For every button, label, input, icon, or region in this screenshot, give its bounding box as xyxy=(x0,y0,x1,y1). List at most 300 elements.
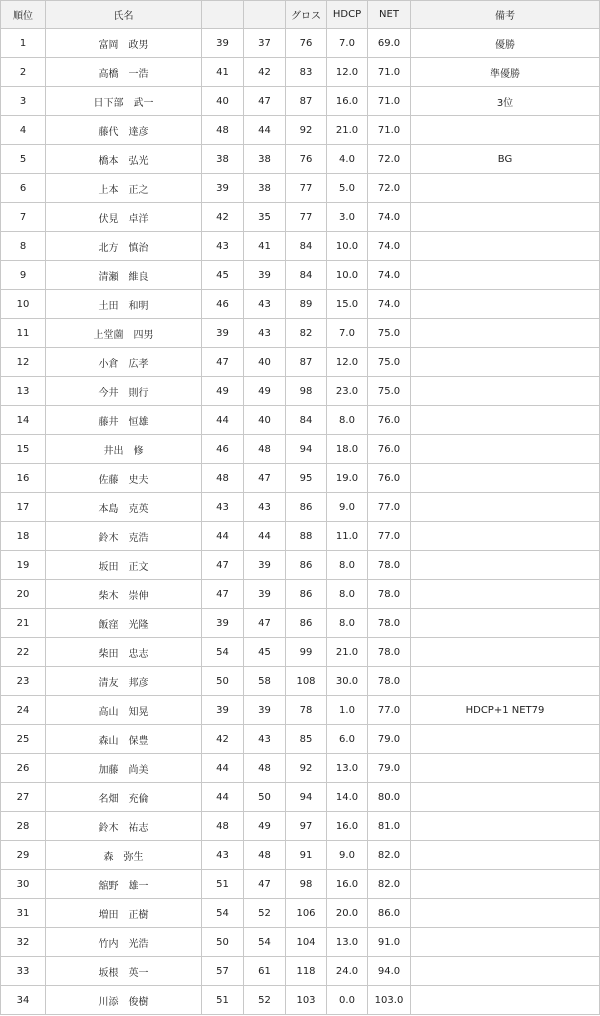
back-score-cell: 39 xyxy=(244,551,286,580)
remarks-cell xyxy=(411,377,600,406)
rank-cell: 6 xyxy=(1,174,46,203)
rank-cell: 2 xyxy=(1,58,46,87)
table-row xyxy=(1,232,600,261)
table-row xyxy=(1,580,600,609)
name-cell: 森 弥生 xyxy=(46,841,202,870)
name-cell: 今井 則行 xyxy=(46,377,202,406)
back-score-cell: 43 xyxy=(244,493,286,522)
rank-cell: 12 xyxy=(1,348,46,377)
front-score-cell: 50 xyxy=(202,667,244,696)
name-cell: 小倉 広孝 xyxy=(46,348,202,377)
rank-cell: 31 xyxy=(1,899,46,928)
gross-cell: 86 xyxy=(286,551,327,580)
rank-cell: 10 xyxy=(1,290,46,319)
remarks-cell xyxy=(411,957,600,986)
table-row xyxy=(1,493,600,522)
table-row xyxy=(1,754,600,783)
gross-cell: 92 xyxy=(286,754,327,783)
hdcp-cell: 13.0 xyxy=(327,928,368,957)
back-score-cell: 52 xyxy=(244,986,286,1015)
net-cell: 82.0 xyxy=(368,870,411,899)
gross-cell: 86 xyxy=(286,609,327,638)
hdcp-cell: 24.0 xyxy=(327,957,368,986)
remarks-cell xyxy=(411,812,600,841)
hdcp-cell: 8.0 xyxy=(327,580,368,609)
gross-cell: 84 xyxy=(286,232,327,261)
remarks-cell xyxy=(411,986,600,1015)
rank-cell: 16 xyxy=(1,464,46,493)
hdcp-cell: 6.0 xyxy=(327,725,368,754)
front-score-cell: 51 xyxy=(202,986,244,1015)
name-cell: 加藤 尚美 xyxy=(46,754,202,783)
hdcp-cell: 8.0 xyxy=(327,406,368,435)
name-cell: 藤井 恒雄 xyxy=(46,406,202,435)
net-cell: 71.0 xyxy=(368,87,411,116)
header-gross: グロス xyxy=(286,1,327,29)
name-cell: 坂田 正文 xyxy=(46,551,202,580)
rank-cell: 9 xyxy=(1,261,46,290)
front-score-cell: 48 xyxy=(202,464,244,493)
gross-cell: 88 xyxy=(286,522,327,551)
gross-cell: 97 xyxy=(286,812,327,841)
net-cell: 75.0 xyxy=(368,377,411,406)
net-cell: 79.0 xyxy=(368,754,411,783)
name-cell: 増田 正樹 xyxy=(46,899,202,928)
remarks-cell: 優勝 xyxy=(411,29,600,58)
rank-cell: 18 xyxy=(1,522,46,551)
name-cell: 清友 邦彦 xyxy=(46,667,202,696)
front-score-cell: 43 xyxy=(202,841,244,870)
hdcp-cell: 18.0 xyxy=(327,435,368,464)
net-cell: 91.0 xyxy=(368,928,411,957)
front-score-cell: 39 xyxy=(202,609,244,638)
header-hdcp: HDCP xyxy=(327,1,368,29)
rank-cell: 23 xyxy=(1,667,46,696)
back-score-cell: 41 xyxy=(244,232,286,261)
table-row xyxy=(1,58,600,87)
table-row xyxy=(1,899,600,928)
remarks-cell xyxy=(411,870,600,899)
back-score-cell: 44 xyxy=(244,522,286,551)
gross-cell: 118 xyxy=(286,957,327,986)
name-cell: 鈴木 克浩 xyxy=(46,522,202,551)
front-score-cell: 47 xyxy=(202,580,244,609)
name-cell: 高橋 一浩 xyxy=(46,58,202,87)
net-cell: 74.0 xyxy=(368,203,411,232)
table-row xyxy=(1,87,600,116)
front-score-cell: 39 xyxy=(202,319,244,348)
hdcp-cell: 12.0 xyxy=(327,58,368,87)
rank-cell: 25 xyxy=(1,725,46,754)
back-score-cell: 52 xyxy=(244,899,286,928)
gross-cell: 108 xyxy=(286,667,327,696)
table-row xyxy=(1,725,600,754)
rank-cell: 17 xyxy=(1,493,46,522)
rank-cell: 27 xyxy=(1,783,46,812)
table-row xyxy=(1,928,600,957)
header-net: NET xyxy=(368,1,411,29)
name-cell: 上堂薗 四男 xyxy=(46,319,202,348)
hdcp-cell: 16.0 xyxy=(327,812,368,841)
back-score-cell: 48 xyxy=(244,754,286,783)
name-cell: 名畑 充倫 xyxy=(46,783,202,812)
remarks-cell xyxy=(411,928,600,957)
remarks-cell: BG xyxy=(411,145,600,174)
net-cell: 72.0 xyxy=(368,174,411,203)
table-row xyxy=(1,870,600,899)
net-cell: 81.0 xyxy=(368,812,411,841)
gross-cell: 85 xyxy=(286,725,327,754)
rank-cell: 30 xyxy=(1,870,46,899)
remarks-cell xyxy=(411,493,600,522)
gross-cell: 89 xyxy=(286,290,327,319)
front-score-cell: 40 xyxy=(202,87,244,116)
rank-cell: 15 xyxy=(1,435,46,464)
rank-cell: 19 xyxy=(1,551,46,580)
net-cell: 75.0 xyxy=(368,348,411,377)
back-score-cell: 37 xyxy=(244,29,286,58)
name-cell: 橋本 弘光 xyxy=(46,145,202,174)
remarks-cell xyxy=(411,435,600,464)
name-cell: 日下部 武一 xyxy=(46,87,202,116)
gross-cell: 77 xyxy=(286,203,327,232)
back-score-cell: 38 xyxy=(244,174,286,203)
rank-cell: 28 xyxy=(1,812,46,841)
hdcp-cell: 12.0 xyxy=(327,348,368,377)
table-row xyxy=(1,348,600,377)
name-cell: 柴木 崇伸 xyxy=(46,580,202,609)
back-score-cell: 49 xyxy=(244,377,286,406)
table-row xyxy=(1,638,600,667)
net-cell: 74.0 xyxy=(368,232,411,261)
table-row xyxy=(1,464,600,493)
front-score-cell: 41 xyxy=(202,58,244,87)
remarks-cell: HDCP+1 NET79 xyxy=(411,696,600,725)
hdcp-cell: 21.0 xyxy=(327,638,368,667)
remarks-cell xyxy=(411,754,600,783)
name-cell: 清瀬 維良 xyxy=(46,261,202,290)
table-row xyxy=(1,435,600,464)
name-cell: 飯窪 光隆 xyxy=(46,609,202,638)
net-cell: 103.0 xyxy=(368,986,411,1015)
gross-cell: 77 xyxy=(286,174,327,203)
gross-cell: 87 xyxy=(286,348,327,377)
hdcp-cell: 11.0 xyxy=(327,522,368,551)
table-body xyxy=(1,29,600,1015)
remarks-cell xyxy=(411,522,600,551)
net-cell: 75.0 xyxy=(368,319,411,348)
front-score-cell: 47 xyxy=(202,551,244,580)
net-cell: 79.0 xyxy=(368,725,411,754)
hdcp-cell: 10.0 xyxy=(327,261,368,290)
front-score-cell: 44 xyxy=(202,406,244,435)
front-score-cell: 51 xyxy=(202,870,244,899)
remarks-cell xyxy=(411,841,600,870)
net-cell: 76.0 xyxy=(368,464,411,493)
back-score-cell: 39 xyxy=(244,696,286,725)
remarks-cell xyxy=(411,638,600,667)
table-row xyxy=(1,174,600,203)
front-score-cell: 39 xyxy=(202,174,244,203)
net-cell: 80.0 xyxy=(368,783,411,812)
name-cell: 土田 和明 xyxy=(46,290,202,319)
back-score-cell: 39 xyxy=(244,580,286,609)
gross-cell: 95 xyxy=(286,464,327,493)
net-cell: 69.0 xyxy=(368,29,411,58)
back-score-cell: 40 xyxy=(244,348,286,377)
table-row xyxy=(1,145,600,174)
name-cell: 上本 正之 xyxy=(46,174,202,203)
front-score-cell: 44 xyxy=(202,522,244,551)
remarks-cell xyxy=(411,116,600,145)
front-score-cell: 47 xyxy=(202,348,244,377)
hdcp-cell: 15.0 xyxy=(327,290,368,319)
hdcp-cell: 0.0 xyxy=(327,986,368,1015)
back-score-cell: 48 xyxy=(244,841,286,870)
remarks-cell xyxy=(411,580,600,609)
rank-cell: 21 xyxy=(1,609,46,638)
remarks-cell xyxy=(411,319,600,348)
front-score-cell: 54 xyxy=(202,899,244,928)
back-score-cell: 45 xyxy=(244,638,286,667)
back-score-cell: 50 xyxy=(244,783,286,812)
table-row xyxy=(1,812,600,841)
hdcp-cell: 3.0 xyxy=(327,203,368,232)
table-header-row xyxy=(1,1,600,29)
header-front xyxy=(202,1,244,29)
table-row xyxy=(1,29,600,58)
name-cell: 舘野 雄一 xyxy=(46,870,202,899)
table-row xyxy=(1,319,600,348)
remarks-cell xyxy=(411,348,600,377)
rank-cell: 4 xyxy=(1,116,46,145)
table-row xyxy=(1,986,600,1015)
front-score-cell: 38 xyxy=(202,145,244,174)
front-score-cell: 49 xyxy=(202,377,244,406)
net-cell: 77.0 xyxy=(368,696,411,725)
back-score-cell: 47 xyxy=(244,870,286,899)
remarks-cell xyxy=(411,232,600,261)
front-score-cell: 43 xyxy=(202,232,244,261)
net-cell: 71.0 xyxy=(368,116,411,145)
rank-cell: 32 xyxy=(1,928,46,957)
rank-cell: 33 xyxy=(1,957,46,986)
hdcp-cell: 10.0 xyxy=(327,232,368,261)
net-cell: 76.0 xyxy=(368,435,411,464)
net-cell: 82.0 xyxy=(368,841,411,870)
gross-cell: 84 xyxy=(286,406,327,435)
gross-cell: 104 xyxy=(286,928,327,957)
net-cell: 86.0 xyxy=(368,899,411,928)
net-cell: 77.0 xyxy=(368,493,411,522)
rank-cell: 1 xyxy=(1,29,46,58)
table-row xyxy=(1,609,600,638)
back-score-cell: 47 xyxy=(244,609,286,638)
header-back xyxy=(244,1,286,29)
back-score-cell: 39 xyxy=(244,261,286,290)
net-cell: 77.0 xyxy=(368,522,411,551)
name-cell: 高山 知晃 xyxy=(46,696,202,725)
net-cell: 74.0 xyxy=(368,261,411,290)
table-row xyxy=(1,957,600,986)
hdcp-cell: 16.0 xyxy=(327,87,368,116)
remarks-cell xyxy=(411,551,600,580)
remarks-cell xyxy=(411,464,600,493)
rank-cell: 29 xyxy=(1,841,46,870)
front-score-cell: 44 xyxy=(202,754,244,783)
net-cell: 72.0 xyxy=(368,145,411,174)
gross-cell: 84 xyxy=(286,261,327,290)
front-score-cell: 43 xyxy=(202,493,244,522)
name-cell: 北方 慎治 xyxy=(46,232,202,261)
gross-cell: 83 xyxy=(286,58,327,87)
table-row xyxy=(1,116,600,145)
back-score-cell: 38 xyxy=(244,145,286,174)
name-cell: 川添 俊樹 xyxy=(46,986,202,1015)
front-score-cell: 42 xyxy=(202,725,244,754)
gross-cell: 103 xyxy=(286,986,327,1015)
back-score-cell: 54 xyxy=(244,928,286,957)
rank-cell: 5 xyxy=(1,145,46,174)
back-score-cell: 40 xyxy=(244,406,286,435)
back-score-cell: 47 xyxy=(244,464,286,493)
header-name: 氏名 xyxy=(46,1,202,29)
table-row xyxy=(1,406,600,435)
rank-cell: 11 xyxy=(1,319,46,348)
table-row xyxy=(1,696,600,725)
table-row xyxy=(1,841,600,870)
gross-cell: 76 xyxy=(286,29,327,58)
name-cell: 坂根 英一 xyxy=(46,957,202,986)
name-cell: 藤代 達彦 xyxy=(46,116,202,145)
table-row xyxy=(1,551,600,580)
front-score-cell: 46 xyxy=(202,435,244,464)
name-cell: 鈴木 祐志 xyxy=(46,812,202,841)
front-score-cell: 48 xyxy=(202,116,244,145)
rank-cell: 13 xyxy=(1,377,46,406)
back-score-cell: 44 xyxy=(244,116,286,145)
hdcp-cell: 21.0 xyxy=(327,116,368,145)
front-score-cell: 44 xyxy=(202,783,244,812)
net-cell: 78.0 xyxy=(368,580,411,609)
net-cell: 71.0 xyxy=(368,58,411,87)
front-score-cell: 50 xyxy=(202,928,244,957)
name-cell: 森山 保豊 xyxy=(46,725,202,754)
remarks-cell xyxy=(411,290,600,319)
remarks-cell xyxy=(411,261,600,290)
rank-cell: 7 xyxy=(1,203,46,232)
rank-cell: 20 xyxy=(1,580,46,609)
rank-cell: 24 xyxy=(1,696,46,725)
table-row xyxy=(1,667,600,696)
gross-cell: 91 xyxy=(286,841,327,870)
net-cell: 94.0 xyxy=(368,957,411,986)
rank-cell: 8 xyxy=(1,232,46,261)
front-score-cell: 48 xyxy=(202,812,244,841)
front-score-cell: 46 xyxy=(202,290,244,319)
rank-cell: 34 xyxy=(1,986,46,1015)
header-remarks: 備考 xyxy=(411,1,600,29)
hdcp-cell: 7.0 xyxy=(327,29,368,58)
back-score-cell: 43 xyxy=(244,725,286,754)
front-score-cell: 45 xyxy=(202,261,244,290)
hdcp-cell: 7.0 xyxy=(327,319,368,348)
gross-cell: 94 xyxy=(286,783,327,812)
back-score-cell: 47 xyxy=(244,87,286,116)
net-cell: 76.0 xyxy=(368,406,411,435)
remarks-cell xyxy=(411,609,600,638)
back-score-cell: 48 xyxy=(244,435,286,464)
rank-cell: 14 xyxy=(1,406,46,435)
table-row xyxy=(1,783,600,812)
hdcp-cell: 5.0 xyxy=(327,174,368,203)
back-score-cell: 61 xyxy=(244,957,286,986)
header-rank: 順位 xyxy=(1,1,46,29)
gross-cell: 86 xyxy=(286,580,327,609)
name-cell: 佐藤 史夫 xyxy=(46,464,202,493)
net-cell: 78.0 xyxy=(368,638,411,667)
remarks-cell xyxy=(411,725,600,754)
gross-cell: 98 xyxy=(286,377,327,406)
net-cell: 78.0 xyxy=(368,667,411,696)
rank-cell: 3 xyxy=(1,87,46,116)
net-cell: 78.0 xyxy=(368,551,411,580)
hdcp-cell: 1.0 xyxy=(327,696,368,725)
gross-cell: 76 xyxy=(286,145,327,174)
remarks-cell xyxy=(411,783,600,812)
name-cell: 富岡 政男 xyxy=(46,29,202,58)
name-cell: 柴田 忠志 xyxy=(46,638,202,667)
remarks-cell xyxy=(411,406,600,435)
back-score-cell: 43 xyxy=(244,319,286,348)
rank-cell: 22 xyxy=(1,638,46,667)
front-score-cell: 57 xyxy=(202,957,244,986)
remarks-cell xyxy=(411,203,600,232)
back-score-cell: 35 xyxy=(244,203,286,232)
remarks-cell: 3位 xyxy=(411,87,600,116)
name-cell: 本島 克英 xyxy=(46,493,202,522)
remarks-cell: 準優勝 xyxy=(411,58,600,87)
remarks-cell xyxy=(411,667,600,696)
hdcp-cell: 30.0 xyxy=(327,667,368,696)
front-score-cell: 39 xyxy=(202,696,244,725)
table-row xyxy=(1,290,600,319)
hdcp-cell: 20.0 xyxy=(327,899,368,928)
hdcp-cell: 8.0 xyxy=(327,609,368,638)
front-score-cell: 54 xyxy=(202,638,244,667)
front-score-cell: 39 xyxy=(202,29,244,58)
net-cell: 78.0 xyxy=(368,609,411,638)
table-row xyxy=(1,377,600,406)
hdcp-cell: 23.0 xyxy=(327,377,368,406)
hdcp-cell: 13.0 xyxy=(327,754,368,783)
hdcp-cell: 8.0 xyxy=(327,551,368,580)
back-score-cell: 43 xyxy=(244,290,286,319)
hdcp-cell: 9.0 xyxy=(327,841,368,870)
table-row xyxy=(1,522,600,551)
back-score-cell: 58 xyxy=(244,667,286,696)
hdcp-cell: 4.0 xyxy=(327,145,368,174)
gross-cell: 106 xyxy=(286,899,327,928)
rank-cell: 26 xyxy=(1,754,46,783)
remarks-cell xyxy=(411,899,600,928)
table-row xyxy=(1,261,600,290)
gross-cell: 86 xyxy=(286,493,327,522)
gross-cell: 87 xyxy=(286,87,327,116)
hdcp-cell: 16.0 xyxy=(327,870,368,899)
net-cell: 74.0 xyxy=(368,290,411,319)
gross-cell: 82 xyxy=(286,319,327,348)
